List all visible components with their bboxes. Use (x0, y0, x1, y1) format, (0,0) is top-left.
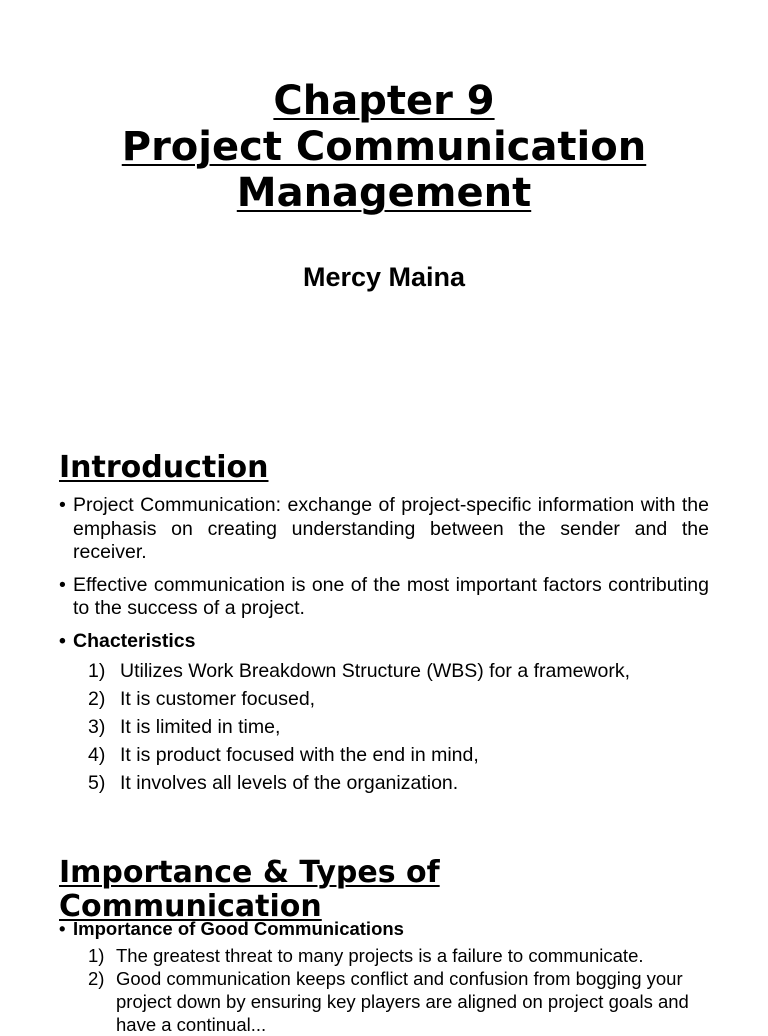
bullet-item: • Project Communication: exchange of project-specific information with the emphasis on creating understanding between the sender and the receiver. (59, 494, 709, 565)
list-text: It is limited in time, (120, 716, 281, 738)
list-text: It involves all levels of the organization. (120, 772, 459, 794)
importance-slide (0, 848, 768, 1035)
list-number: 2) (88, 968, 105, 989)
title-line-2: Project Communication (121, 124, 647, 170)
list-item (88, 685, 708, 713)
list-item (88, 713, 708, 741)
list-item (88, 741, 708, 769)
bullet-item: • Chacteristics (59, 630, 709, 654)
author-name: Mercy Maina (302, 262, 466, 292)
list-number: 3) (88, 716, 106, 738)
list-number: 2) (88, 688, 106, 710)
title-line-1: Chapter 9 (273, 78, 495, 124)
numbered-list (88, 657, 708, 797)
introduction-slide (0, 432, 768, 832)
list-item (88, 657, 708, 685)
list-item (88, 967, 708, 1036)
slide-heading: Introduction (59, 450, 269, 485)
list-item (88, 769, 708, 797)
list-text: It is customer focused, (120, 688, 316, 710)
heading-line-1: Importance & Types of (59, 855, 440, 890)
list-number: 5) (88, 772, 106, 794)
heading-line-2: Communication (59, 889, 322, 924)
bullet-item: • Importance of Good Communications (59, 918, 709, 940)
list-number: 1) (88, 660, 106, 682)
title-slide (0, 0, 768, 384)
list-text: The greatest threat to many projects is a failure to communicate. (116, 945, 644, 966)
list-number: 4) (88, 744, 106, 766)
list-number: 1) (88, 945, 105, 966)
slide-heading (59, 856, 440, 924)
list-text: Utilizes Work Breakdown Structure (WBS) for a framework, (120, 660, 631, 682)
list-item (88, 944, 708, 967)
list-text: It is product focused with the end in mind, (120, 744, 479, 766)
numbered-list (88, 944, 708, 1036)
title-line-3: Management (236, 170, 532, 216)
bullet-list (59, 494, 709, 662)
list-text: Good communication keeps conflict and confusion from bogging your project down by ensuring key players are aligned on project goals and have a continual... (116, 968, 689, 1035)
slide-title (0, 78, 768, 216)
bullet-item: • Effective communication is one of the most important factors contributing to the success of a project. (59, 574, 709, 621)
